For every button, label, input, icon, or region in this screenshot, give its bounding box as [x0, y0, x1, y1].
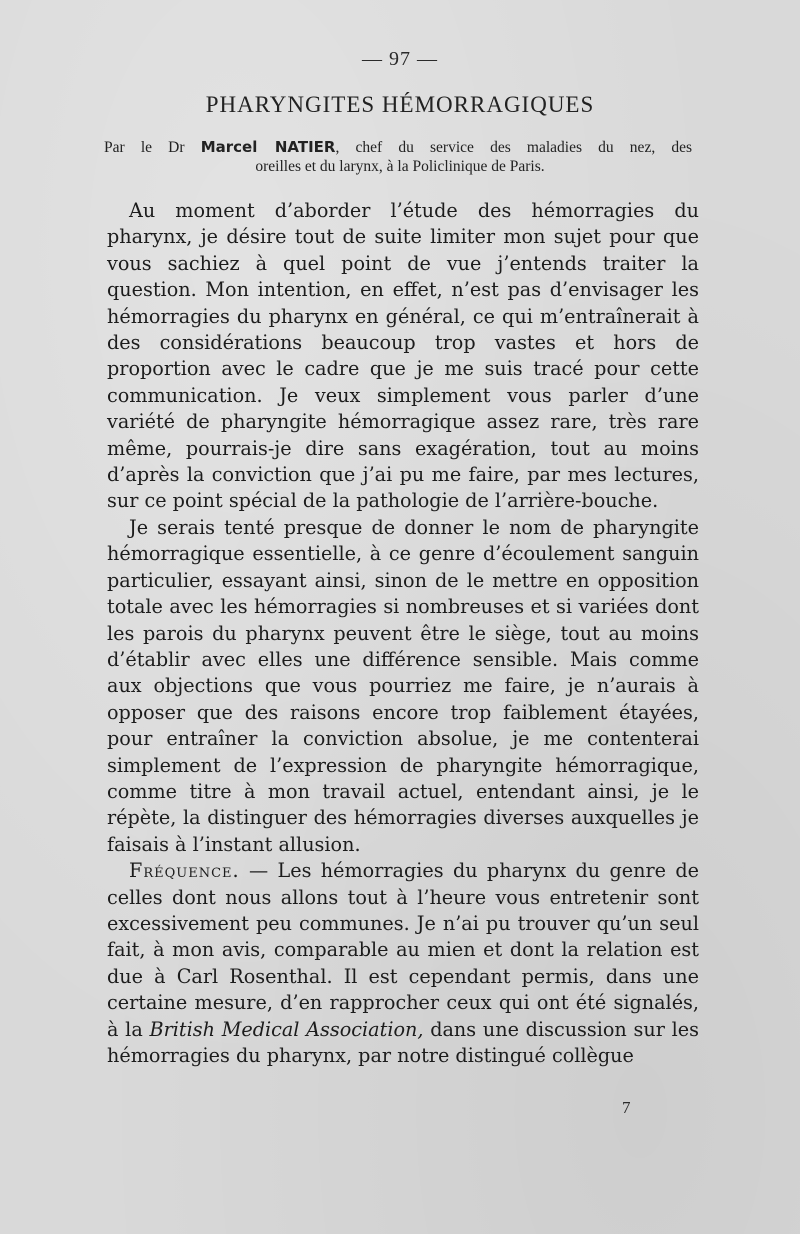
- byline-line-2: oreilles et du larynx, à la Policlinique de Paris.: [255, 158, 545, 175]
- section-label-frequence: Fréquence.: [129, 859, 240, 883]
- author-name: Marcel NATIER: [200, 138, 336, 156]
- byline-affiliation-start: , chef du service des maladies du nez, des: [335, 139, 693, 156]
- paragraph-frequence: [107, 858, 699, 1069]
- page-number: — 97 —: [362, 48, 438, 70]
- byline-line-1: [104, 137, 692, 158]
- frequence-text-before: Les hémorragies du pharynx du genre de celles dont nous allons tout à l’heure vous entretenir sont excessivement peu communes. Je n’ai pu trouver qu’un seul fait, à mon avis, comparable au mien et dont la relation est due à Carl Rosenthal. Il est cependant permis, dans une certaine mesure, d’en rapprocher ceux qui ont été signalés, à la: [107, 859, 699, 1041]
- article-body: [107, 198, 699, 1069]
- frequence-text-after: dans une discussion sur les hémorragies du pharynx, par notre distingué collègue: [107, 1017, 699, 1067]
- article-title: PHARYNGITES HÉMORRAGIQUES: [205, 92, 595, 117]
- paragraph-1: Au moment d’aborder l’étude des hémorragies du pharynx, je désire tout de suite limiter mon sujet pour que vous sachiez à quel point de vue j’entends traiter la question. Mon intention, en effet, n’est pas d’envisager les hémorragies du pharynx en général, ce qui m’entraînerait à des considérations beaucoup trop vastes et hors de proportion avec le cadre que je me suis tracé pour cette communication. Je veux simplement vous parler d’une variété de pharyngite hémorragique assez rare, très rare même, pourrais-je dire sans exagération, tout au moins d’après la conviction que j’ai pu me faire, par mes lectures, sur ce point spécial de la pathologie de l’arrière-bouche.: [107, 199, 699, 513]
- section-dash: —: [239, 859, 278, 883]
- byline-prefix: Par le Dr: [104, 139, 185, 156]
- frequence-italic-association: British Medical Association,: [149, 1017, 424, 1041]
- paragraph-2: Je serais tenté presque de donner le nom de pharyngite hémorragique essentielle, à ce genre d’écoulement sanguin particulier, essayant ainsi, sinon de le mettre en opposition totale avec les hémorragies si nombreuses et si variées dont les parois du pharynx peuvent être le siège, tout au moins d’établir avec elles une différence sensible. Mais comme aux objections que vous pourriez me faire, je n’aurais à opposer que des raisons encore trop faiblement étayées, pour entraîner la conviction absolue, je me contenterai simplement de l’expression de pharyngite hémorragique, comme titre à mon travail actuel, entendant ainsi, je le répète, la distinguer des hémorragies diverses auxquelles je faisais à l’instant allusion.: [107, 515, 699, 856]
- signature-mark: 7: [622, 1098, 631, 1117]
